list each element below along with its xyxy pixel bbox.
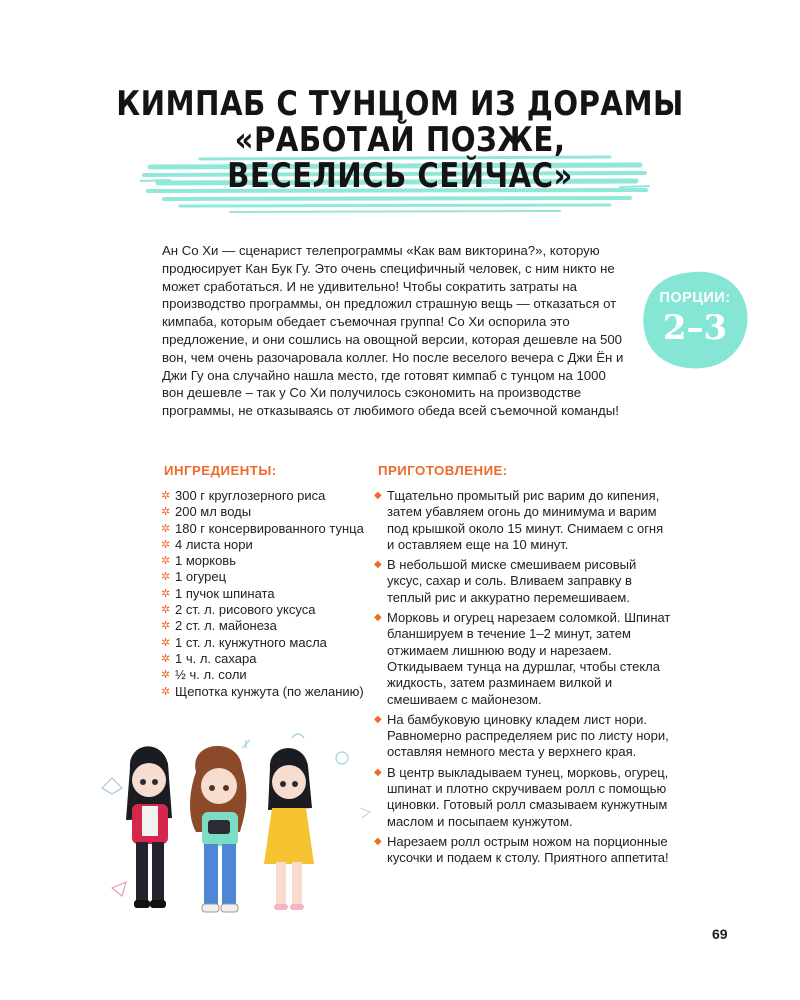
title-line-1: КИМПАБ С ТУНЦОМ ИЗ ДОРАМЫ [116,84,684,124]
ingredient-text: 1 ч. л. сахара [175,650,257,666]
ingredient-text: 180 г консервированного тунца [175,520,364,536]
flower-bullet-icon: ✲ [161,636,171,649]
preparation-step [372,834,672,867]
preparation-step [372,712,672,761]
character-middle [190,746,246,912]
page-title [56,86,744,194]
ingredient-text: 2 ст. л. рисового уксуса [175,602,316,618]
diamond-bullet-icon: ◆ [374,559,382,571]
title-line-2: «РАБОТАЙ ПОЗЖЕ, [234,120,566,160]
ingredient-item [160,537,370,553]
preparation-step [372,557,672,606]
ingredient-text: 1 пучок шпината [175,585,275,601]
ingredient-text: 1 огурец [175,569,227,585]
preparation-step [372,610,672,708]
flower-bullet-icon: ✲ [161,604,171,617]
preparation-step-text: На бамбуковую циновку кладем лист нори. Равномерно распределяем рис по листу нори, оставляя немного места у верхнего края. [387,711,669,760]
preparation-step [372,488,672,553]
diamond-bullet-icon: ◆ [374,766,382,778]
preparation-step [372,765,672,830]
preparation-step-text: Морковь и огурец нарезаем соломкой. Шпинат бланшируем в течение 1–2 минут, затем отжимаем лишнюю воду и нарезаем. Откидываем тунца на дуршлаг, чтобы стекла жидкость, затем разминаем вилкой и смешиваем с майонезом. [387,610,671,707]
character-right [264,748,314,910]
ingredient-text: 300 г круглозерного риса [175,488,326,503]
preparation-step-text: В небольшой миске смешиваем рисовый уксус, сахар и соль. Вливаем заправку в теплый рис и аккуратно перемешиваем. [387,557,637,605]
ingredient-item [160,488,370,504]
preparation-list [372,488,672,871]
diamond-bullet-icon: ◆ [374,713,382,725]
flower-bullet-icon: ✲ [161,652,171,665]
ingredients-heading: ИНГРЕДИЕНТЫ: [164,463,277,478]
portions-badge [640,268,750,370]
ingredient-text: 1 ст. л. кунжутного масла [175,634,327,650]
flower-bullet-icon: ✲ [161,490,171,502]
flower-bullet-icon: ✲ [161,587,171,600]
ingredient-text: 4 листа нори [175,536,253,552]
ingredient-item [160,504,370,520]
preparation-step-text: В центр выкладываем тунец, морковь, огурец, шпинат и плотно скручиваем ролл с помощью циновки. Готовый ролл смазываем кунжутным маслом и посыпаем кунжутом. [387,764,669,829]
page-number: 69 [712,926,728,942]
flower-bullet-icon: ✲ [161,522,171,535]
diamond-bullet-icon: ◆ [374,612,382,624]
title-line-3: ВЕСЕЛИСЬ СЕЙЧАС» [227,156,573,196]
preparation-step-text: Тщательно промытый рис варим до кипения, затем убавляем огонь до минимума и варим под крышкой около 15 минут. Снимаем с огня и оставляем еще на 10 минут. [387,488,664,552]
ingredient-text: 200 мл воды [175,504,252,520]
portions-label: ПОРЦИИ: [659,290,731,306]
ingredient-item [160,651,370,667]
ingredient-item [160,602,370,618]
flower-bullet-icon: ✲ [161,669,171,682]
ingredient-text: 2 ст. л. майонеза [175,618,277,634]
ingredient-item [160,618,370,634]
ingredient-item [160,586,370,602]
preparation-heading: ПРИГОТОВЛЕНИЕ: [378,463,508,478]
flower-bullet-icon: ✲ [161,555,171,568]
ingredient-item [160,521,370,537]
preparation-step-text: Нарезаем ролл острым ножом на порционные кусочки и подаем к столу. Приятного аппетита! [387,833,669,866]
flower-bullet-icon: ✲ [161,538,171,551]
diamond-bullet-icon: ◆ [374,490,382,501]
ingredient-item [160,684,370,700]
ingredient-text: Щепотка кунжута (по желанию) [175,683,364,699]
flower-bullet-icon: ✲ [161,620,171,633]
ingredient-item [160,569,370,585]
ingredient-text: ½ ч. л. соли [175,667,247,683]
portions-value: 2–3 [662,308,728,348]
ingredient-item [160,635,370,651]
intro-paragraph: Ан Со Хи — сценарист телепрограммы «Как вам викторина?», которую продюсирует Кан Бук Гу. Это очень специфичный человек, с ним никто не может сработаться. И не удивительно! Чтобы сократить затраты на производство программы, он предложил страшную вещь — отказаться от кимпаба, которым обедает съемочная группа! Со Хи оспорила это предложение, и они сошлись на овощной версии, которая дешевле на 500 вон, чем очень разочаровала коллег. Но после веселого вечера с Джи Ён и Джи Гу она случайно нашла место, где готовят кимпаб с тунцом на 1000 вон дешевле – так у Со Хи получилось сэкономить на производстве программы, не отказываясь от любимого обеда всей съемочной команды! [162,243,624,419]
ingredient-item [160,667,370,683]
character-left [126,746,172,908]
characters-illustration [92,728,382,928]
flower-bullet-icon: ✲ [161,506,171,519]
ingredient-text: 1 морковь [175,553,236,569]
flower-bullet-icon: ✲ [161,571,171,584]
ingredient-item [160,553,370,569]
ingredients-list [160,488,370,700]
flower-bullet-icon: ✲ [161,685,171,698]
diamond-bullet-icon: ◆ [374,835,382,847]
